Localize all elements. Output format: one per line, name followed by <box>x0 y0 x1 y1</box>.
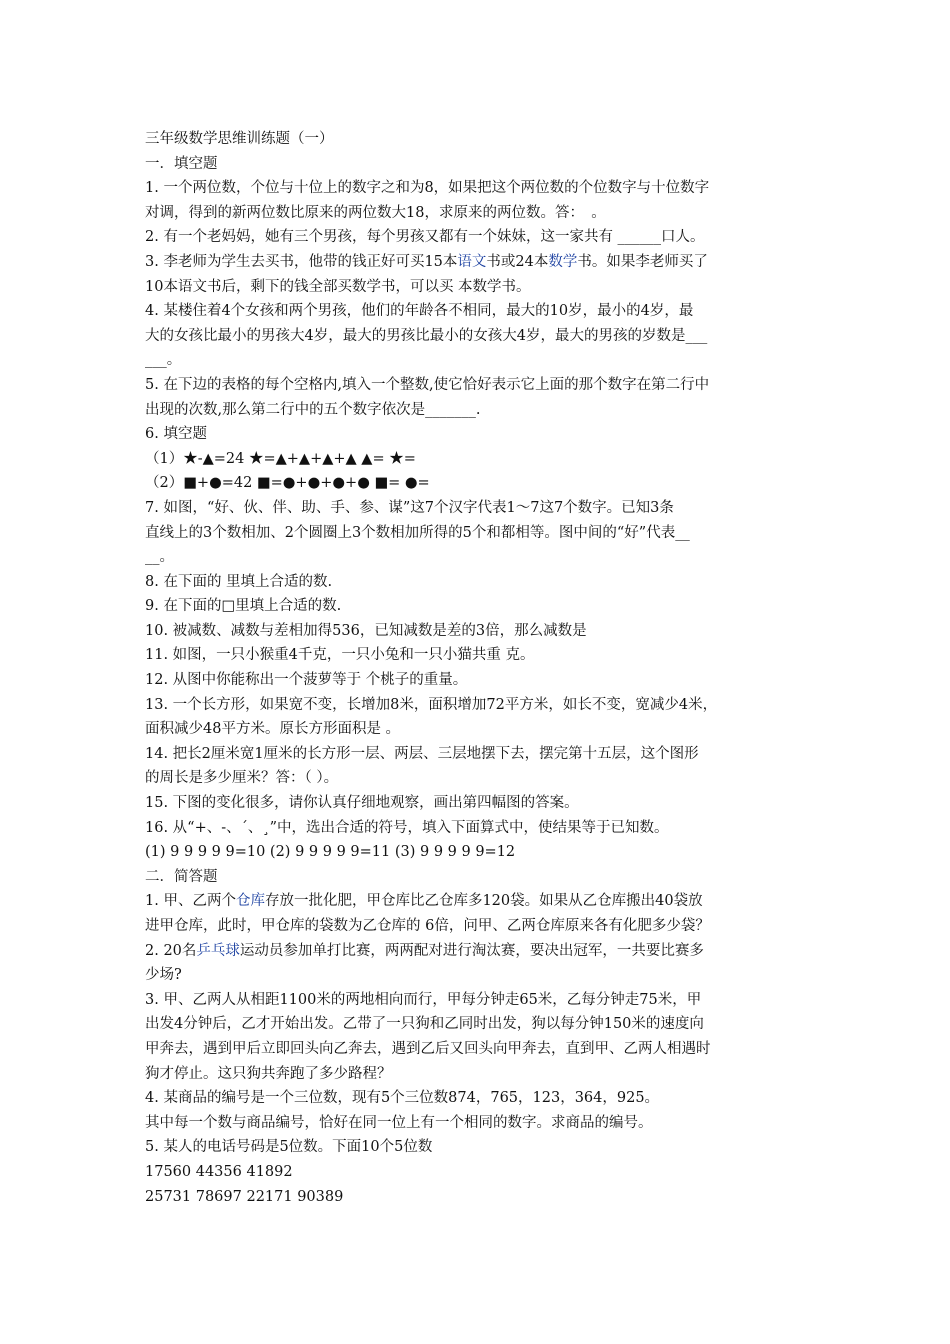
document-line: 进甲仓库，此时，甲仓库的袋数为乙仓库的 6倍，问甲、乙两仓库原来各有化肥多少袋？ <box>145 918 710 934</box>
document-line <box>145 889 815 914</box>
document-line: 直线上的3个数相加、2个圆圈上3个数相加所得的5个和都相等。图中间的“好”代表__ <box>145 524 690 541</box>
document-line: 10. 被减数、减数与差相加得536，已知减数是差的3倍，那么减数是 <box>145 622 587 639</box>
inline-link[interactable]: 乒乓球 <box>196 942 240 959</box>
document-line: 狗才停止。这只狗共奔跑了多少路程？ <box>145 1065 392 1082</box>
document-line: 8. 在下面的 里填上合适的数. <box>145 573 333 590</box>
inline-link[interactable]: 数学 <box>548 253 578 270</box>
document-page <box>145 127 815 1209</box>
document-line: 15. 下图的变化很多，请你认真仔细地观察，画出第四幅图的答案。 <box>145 795 579 812</box>
document-line: 4. 某楼住着4个女孩和两个男孩，他们的年龄各不相同，最大的10岁，最小的4岁，最 <box>145 303 694 320</box>
document-line <box>145 250 815 275</box>
document-line: 少场? <box>145 967 182 984</box>
document-line: 的周长是多少厘米？答：（ ）。 <box>145 770 339 787</box>
document-line: 4. 某商品的编号是一个三位数，现有5个三位数874，765，123，364，925。 <box>145 1090 660 1107</box>
document-line: 2. 有一个老妈妈，她有三个男孩，每个男孩又都有一个妹妹，这一家共有 ______口人。 <box>145 229 705 246</box>
document-line: 3. 甲、乙两人从相距1100米的两地相向而行，甲每分钟走65米，乙每分钟走75米，甲 <box>145 991 702 1008</box>
document-line: __。 <box>145 549 174 566</box>
document-line: 25731 78697 22171 90389 <box>145 1188 344 1205</box>
line-text: 书或24本 <box>486 253 549 270</box>
document-line: ___。 <box>145 352 182 369</box>
document-line: 大的女孩比最小的男孩大4岁，最大的男孩比最小的女孩大4岁，最大的男孩的岁数是___ <box>145 327 708 344</box>
line-text: 2. 20名 <box>145 942 197 959</box>
document-line: 一．填空题 <box>145 155 218 172</box>
line-text: 存放一批化肥，甲仓库比乙仓库多120袋。如果从乙仓库搬出40袋放 <box>264 893 703 910</box>
document-line: 出现的次数,那么第二行中的五个数字依次是_______. <box>145 401 481 418</box>
document-line: 出发4分钟后，乙才开始出发。乙带了一只狗和乙同时出发，狗以每分钟150米的速度向 <box>145 1016 704 1033</box>
document-line: 17560 44356 41892 <box>145 1163 293 1180</box>
document-line: 10本语文书后，剩下的钱全部买数学书，可以买 本数学书。 <box>145 278 531 295</box>
line-text: 1. 甲、乙两个 <box>145 893 236 910</box>
document-line: （2）■+●=42 ■=●+●+●+● ■= ●= <box>145 475 430 492</box>
document-line: 5. 某人的电话号码是5位数。下面10个5位数 <box>145 1139 433 1156</box>
document-line: 1. 一个两位数，个位与十位上的数字之和为8，如果把这个两位数的个位数字与十位数字 <box>145 180 710 197</box>
document-line: 其中每一个数与商品编号，恰好在同一位上有一个相同的数字。求商品的编号。 <box>145 1114 653 1131</box>
document-line: 6. 填空题 <box>145 426 207 443</box>
document-line: 14. 把长2厘米宽1厘米的长方形一层、两层、三层地摆下去，摆完第十五层，这个图形 <box>145 745 699 762</box>
document-line <box>145 939 815 964</box>
document-line: （1）★-▲=24 ★=▲+▲+▲+▲ ▲= ★= <box>145 450 416 467</box>
document-line: 7. 如图，“好、伙、伴、助、手、参、谋”这7个汉字代表1～7这7个数字。已知3条 <box>145 499 674 516</box>
document-line: 二．简答题 <box>145 868 218 885</box>
document-line: 13. 一个长方形，如果宽不变，长增加8米，面积增加72平方米，如长不变，宽减少4米， <box>145 696 718 713</box>
document-line: 9. 在下面的□里填上合适的数. <box>145 598 342 615</box>
inline-link[interactable]: 语文 <box>457 253 487 270</box>
inline-link[interactable]: 仓库 <box>235 893 265 910</box>
document-line: 11. 如图，一只小猴重4千克，一只小兔和一只小猫共重 克。 <box>145 647 535 664</box>
line-text: 书。如果李老师买了 <box>577 253 708 270</box>
line-text: 3. 李老师为学生去买书，他带的钱正好可买15本 <box>145 253 458 270</box>
document-line: (1) 9 9 9 9 9=10 (2) 9 9 9 9 9=11 (3) 9 9 9 9 9=12 <box>145 844 516 861</box>
document-line: 甲奔去，遇到甲后立即回头向乙奔去，遇到乙后又回头向甲奔去，直到甲、乙两人相遇时 <box>145 1040 711 1057</box>
document-line: 12. 从图中你能称出一个菠萝等于 个桃子的重量。 <box>145 672 468 689</box>
document-line: 5. 在下边的表格的每个空格内,填入一个整数,使它恰好表示它上面的那个数字在第二行中 <box>145 376 710 393</box>
document-line: 16. 从“+、-、´、¸”中，选出合适的符号，填入下面算式中，使结果等于已知数。 <box>145 819 669 836</box>
line-text: 运动员参加单打比赛，两两配对进行淘汰赛，要决出冠军，一共要比赛多 <box>239 942 704 959</box>
document-title: 三年级数学思维训练题（一） <box>145 131 334 147</box>
document-line: 对调，得到的新两位数比原来的两位数大18，求原来的两位数。答： 。 <box>145 204 606 221</box>
document-line: 面积减少48平方米。原长方形面积是 。 <box>145 721 401 738</box>
